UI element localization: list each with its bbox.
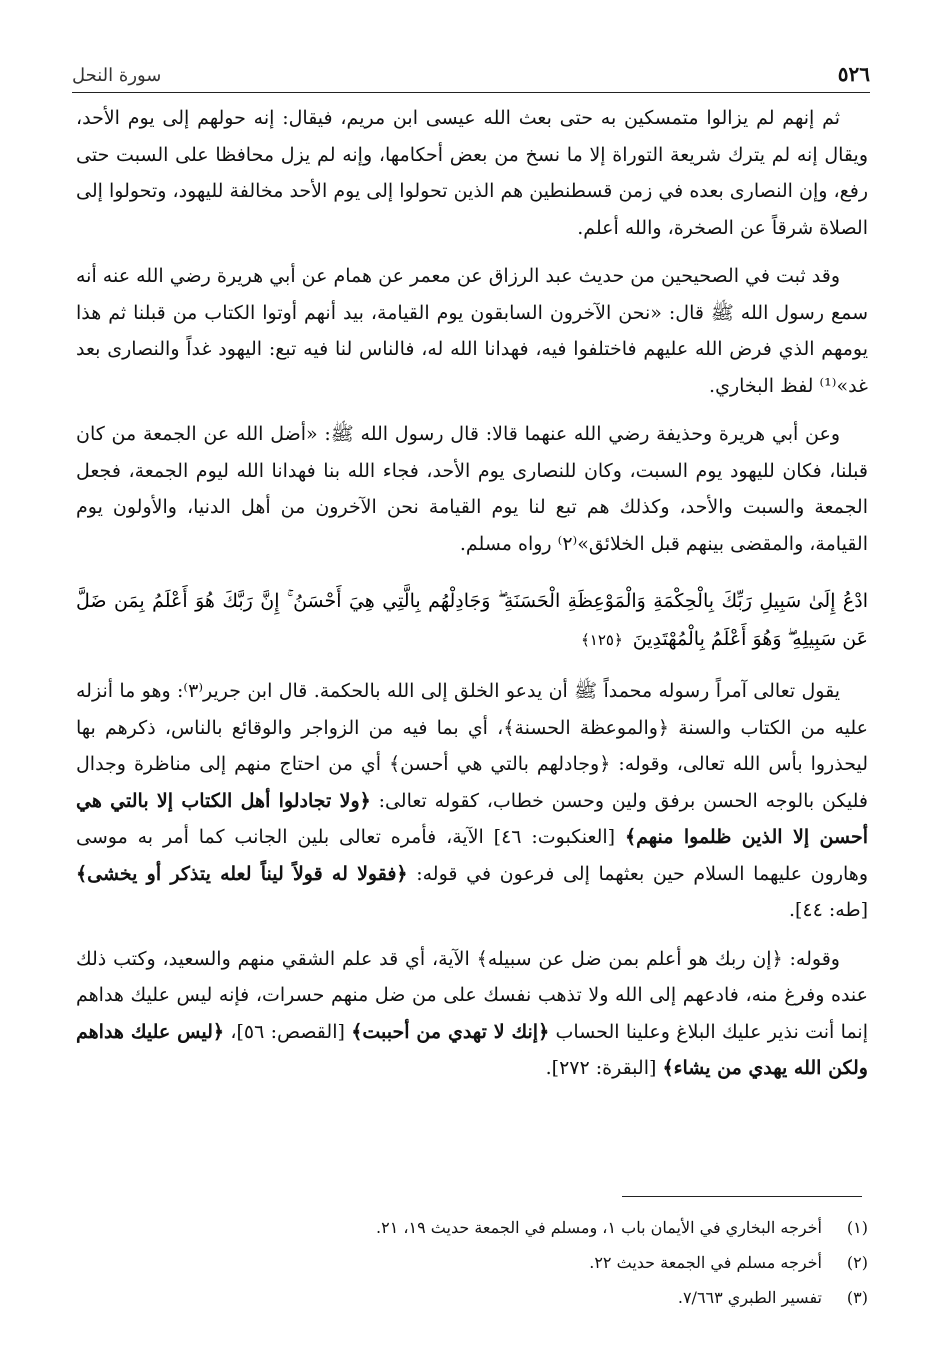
page-header: [72, 50, 870, 93]
tafsir-2-text-c: [البقرة: ٢٧٢].: [545, 1057, 663, 1079]
footnote-separator: [622, 1196, 862, 1197]
tafsir-1-text-c: [طه: ٤٤].: [788, 899, 868, 921]
footnote-mark: (٣): [846, 1288, 868, 1307]
tafsir-1-quote-b: ﴿فقولا له قولاً ليناً لعله يتذكر أو يخشى﴾: [76, 862, 408, 885]
footnote-mark: (١): [846, 1218, 868, 1237]
footnote-item: [76, 1245, 868, 1280]
paragraph-1-text: ثم إنهم لم يزالوا متمسكين به حتى بعث الله عيسى ابن مريم، فيقال: إنه حولهم إلى يوم الأحد، ويقال إنه لم يترك شريعة التوراة إلا ما نسخ من بعض أحكامها، وإنه لم يزل محافظا على السبت حتى رفع، وإن النصارى بعده في زمن قسطنطين هم الذين تحولوا إلى يوم الأحد مخالفة لليهود، وتحولوا إلى الصلاة شرقاً عن الصخرة، والله أعلم.: [76, 107, 868, 239]
verse-end-marker: ﴿١٢٥﴾: [580, 631, 623, 649]
footnotes: [76, 1210, 868, 1315]
tafsir-2-text-a: وقوله: ﴿إن ربك هو أعلم بمن ضل عن سبيله﴾ الآية، أي قد علم الشقي منهم والسعيد، وكتب ذلك عنده وفرغ منه، فادعهم إلى الله ولا تذهب نفسك على من ضل منهم حسرات، فإنه ليس عليك هداهم إنما أنت نذير عليك البلاغ وعلينا الحساب: [76, 947, 868, 1043]
page-number: ٥٢٦: [837, 62, 870, 86]
tafsir-2-quote-a: ﴿إنك لا تهدي من أحببت﴾: [351, 1020, 550, 1043]
footnote-item: [76, 1210, 868, 1245]
surah-title: سورة النحل: [72, 65, 162, 86]
footnote-text: أخرجه البخاري في الأيمان باب ١، ومسلم في الجمعة حديث ١٩، ٢١.: [376, 1218, 822, 1237]
verse-text: ادْعُ إِلَىٰ سَبِيلِ رَبِّكَ بِالْحِكْمَةِ وَالْمَوْعِظَةِ الْحَسَنَةِ ۖ وَجَادِلْهُم بِالَّتِي هِيَ أَحْسَنُ ۚ إِنَّ رَبَّكَ هُوَ أَعْلَمُ بِمَن ضَلَّ عَن سَبِيلِهِ ۖ وَهُوَ أَعْلَمُ بِالْمُهْتَدِينَ: [76, 590, 868, 650]
paragraph-1: [76, 100, 868, 246]
tafsir-1-text-b: [العنكبوت: ٤٦] الآية، فأمره تعالى بلين الجانب كما أمر به موسى وهارون عليهما السلام حين بعثهما إلى فرعون في قوله:: [76, 826, 868, 885]
paragraph-3-text: وعن أبي هريرة وحذيفة رضي الله عنهما قالا: قال رسول الله ﷺ: «أضل الله عن الجمعة من كان قبلنا، فكان لليهود يوم السبت، وكان للنصارى يوم الأحد، فجاء الله بنا فهدانا الله ليوم الجمعة، فجعل الجمعة والسبت والأحد، وكذلك هم تبع لنا يوم القيامة نحن الآخرون من أهل الدنيا، والأولون يوم القيامة، والمقضى بينهم قبل الخلائق»⁽٢⁾ رواه مسلم.: [76, 423, 868, 555]
tafsir-paragraph-1: [76, 673, 868, 929]
tafsir-2-text-b: [القصص: ٥٦]،: [224, 1020, 352, 1043]
footnote-item: [76, 1280, 868, 1315]
quran-verse: [76, 574, 868, 659]
footnote-text: أخرجه مسلم في الجمعة حديث ٢٢.: [589, 1253, 822, 1272]
tafsir-1-text-a: يقول تعالى آمراً رسوله محمداً ﷺ أن يدعو الخلق إلى الله بالحكمة. قال ابن جرير⁽٣⁾: وهو ما أنزله عليه من الكتاب والسنة ﴿والموعظة الحسنة﴾، أي بما فيه من الزواجر والوقائع بالناس، ذكرهم بها ليحذروا بأس الله تعالى، وقوله: ﴿وجادلهم بالتي هي أحسن﴾ أي من احتاج منهم إلى مناظرة وجدال فليكن بالوجه الحسن برفق ولين وحسن خطاب، كقوله تعالى:: [76, 680, 869, 812]
tafsir-paragraph-2: [76, 941, 868, 1087]
paragraph-2: [76, 258, 868, 404]
tafsir-1-quote-a: ﴿ولا تجادلوا أهل الكتاب إلا بالتي هي أحسن إلا الذين ظلموا منهم﴾: [76, 789, 868, 848]
footnote-text: تفسير الطبري ٧/٦٦٣.: [677, 1288, 822, 1307]
paragraph-3: [76, 416, 868, 562]
tafsir-2-quote-b: ﴿ليس عليك هداهم ولكن الله يهدي من يشاء﴾: [76, 1020, 868, 1079]
footnote-mark: (٢): [846, 1253, 868, 1272]
page-body: [76, 100, 868, 1099]
paragraph-2-text: وقد ثبت في الصحيحين من حديث عبد الرزاق عن معمر عن همام عن أبي هريرة رضي الله عنه أنه سمع رسول الله ﷺ قال: «نحن الآخرون السابقون يوم القيامة، بيد أنهم أوتوا الكتاب من قبلنا ثم هذا يومهم الذي فرض الله عليهم فاختلفوا فيه، فهدانا الله له، فالناس لنا فيه تبع: اليهود غداً والنصارى بعد غد»⁽¹⁾ لفظ البخاري.: [76, 265, 868, 397]
